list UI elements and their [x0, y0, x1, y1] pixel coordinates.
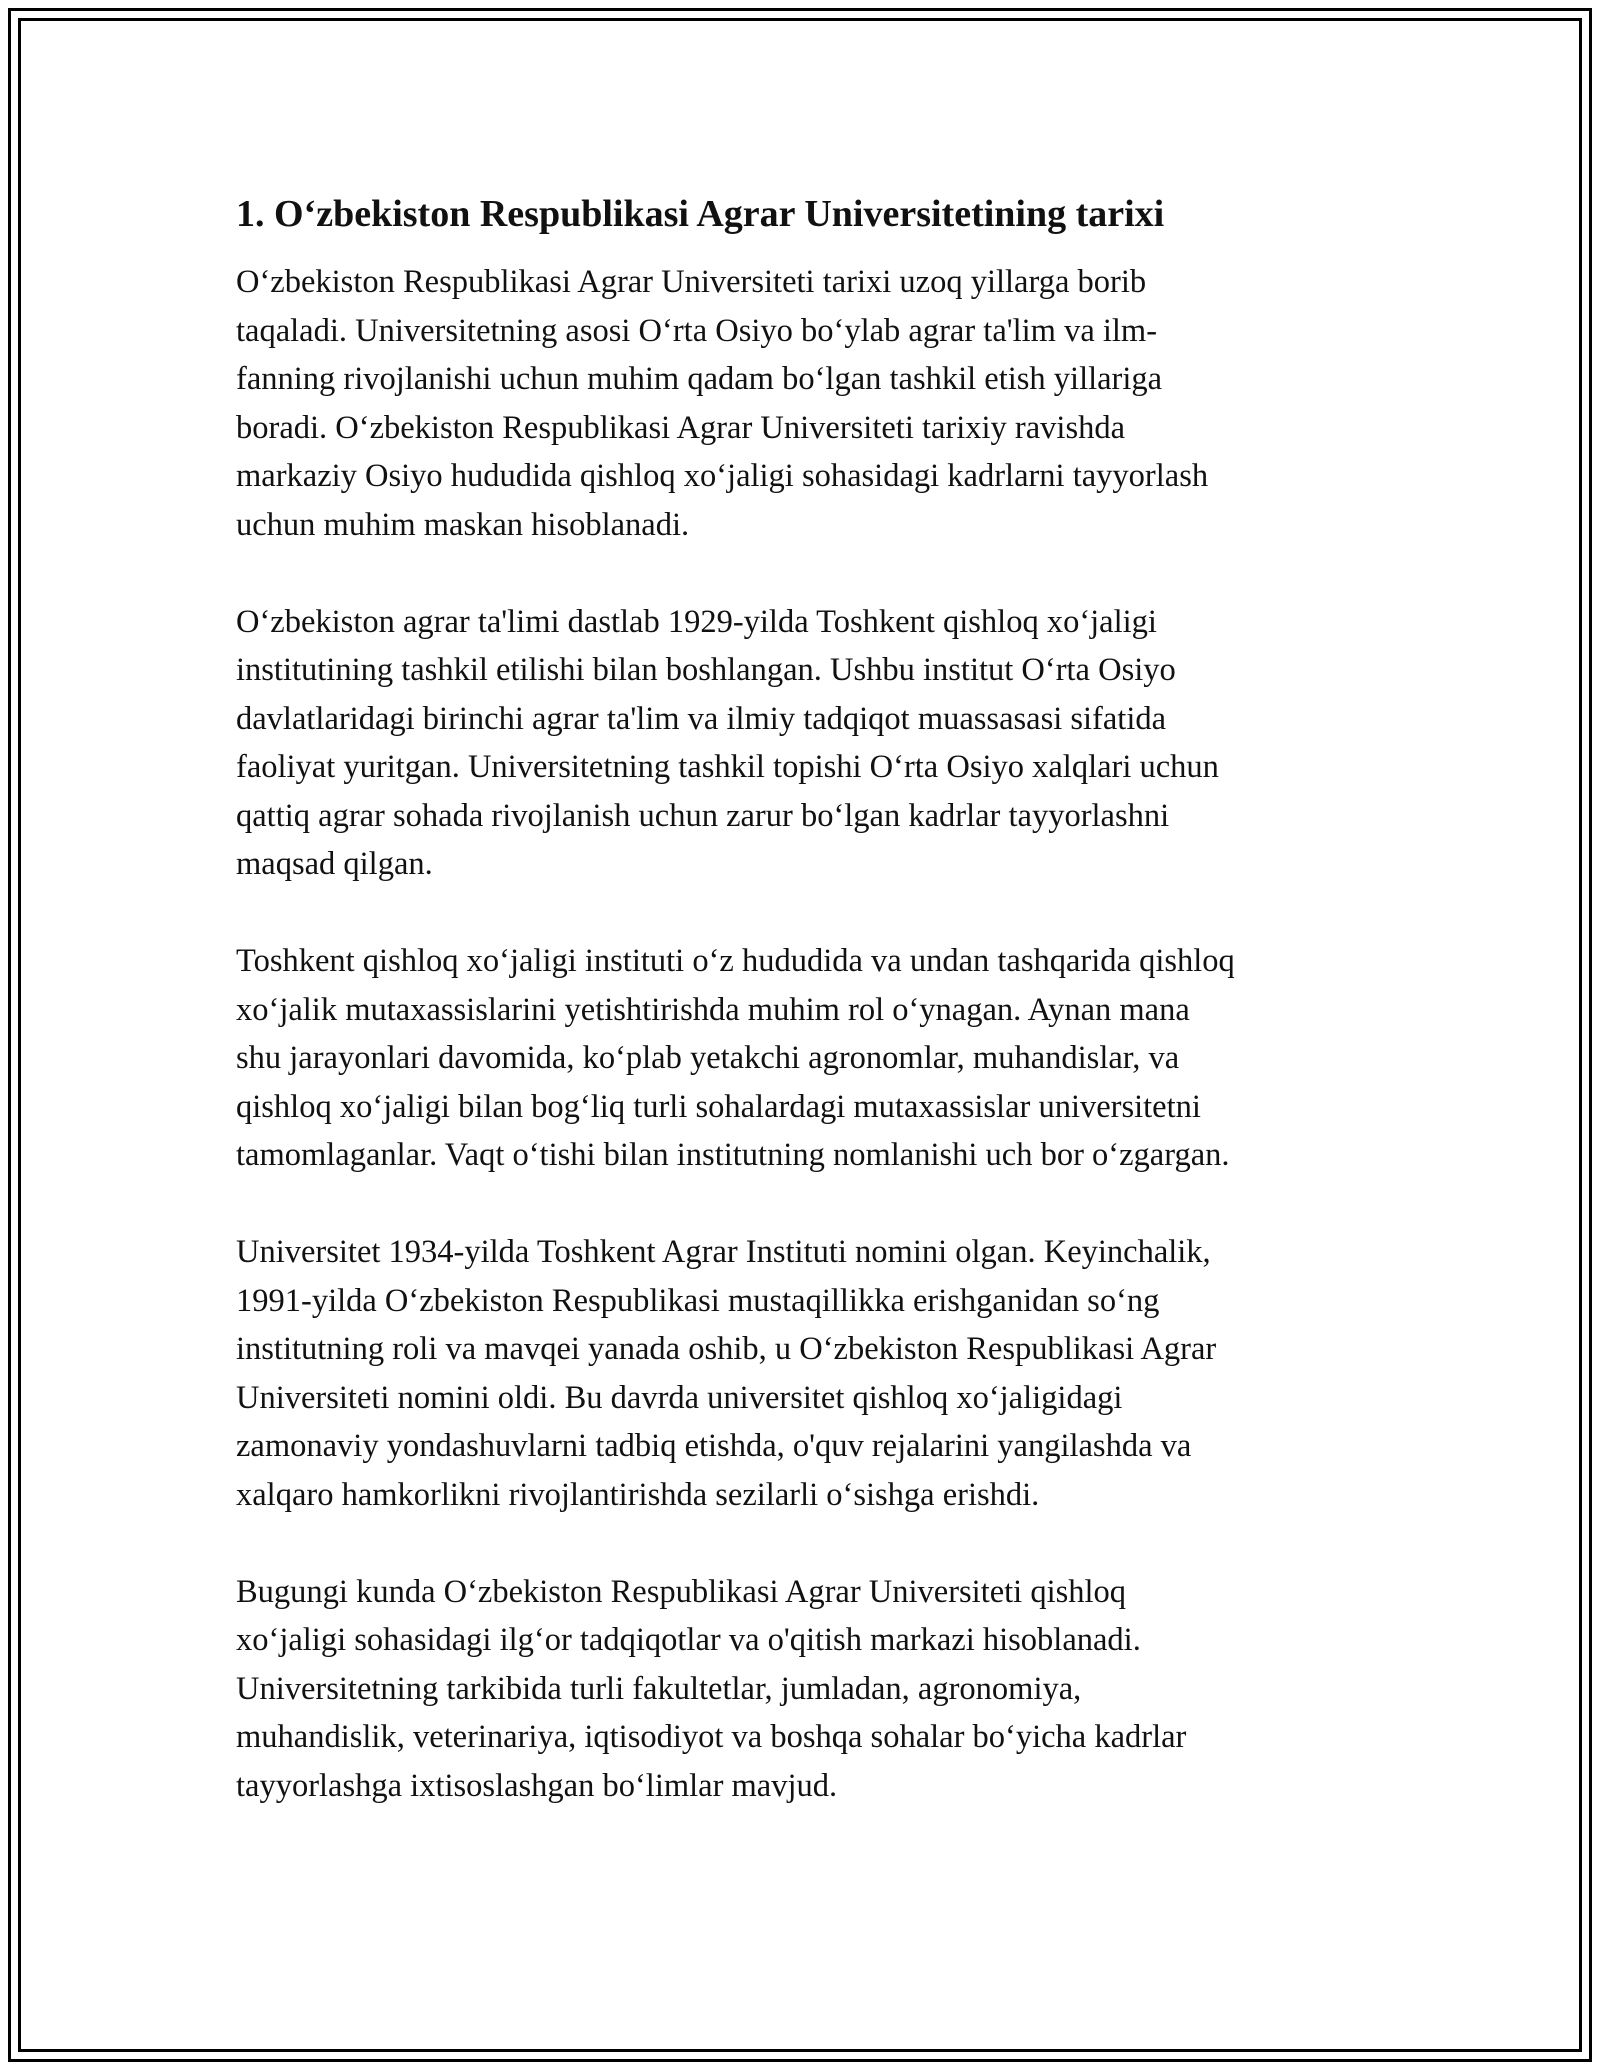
text-line: davlatlaridagi birinchi agrar ta'lim va ilmiy tadqiqot muassasasi sifatida — [236, 700, 1167, 737]
text-line: Toshkent qishloq xo‘jaligi instituti o‘z hududida va undan tashqarida qishloq — [236, 943, 1235, 979]
text-line: uchun muhim maskan hisoblanadi. — [236, 506, 690, 543]
text-line: Universitetning tarkibida turli fakultetlar, jumladan, agronomiya, — [236, 1670, 1082, 1707]
text-line: faoliyat yuritgan. Universitetning tashkil topishi O‘rta Osiyo xalqlari uchun — [236, 749, 1219, 785]
text-line: institutning roli va mavqei yanada oshib, u O‘zbekiston Respublikasi Agrar — [236, 1331, 1217, 1367]
text-line: O‘zbekiston agrar ta'limi dastlab 1929-yilda Toshkent qishloq xo‘jaligi — [236, 603, 1157, 640]
text-line: zamonaviy yondashuvlarni tadbiq etishda, o'quv rejalarini yangilashda va — [236, 1428, 1192, 1464]
paragraph — [236, 1568, 1376, 1811]
paragraph — [236, 937, 1376, 1180]
text-line: taqaladi. Universitetning asosi O‘rta Osiyo bo‘ylab agrar ta'lim va ilm- — [236, 312, 1158, 349]
text-line: xo‘jalik mutaxassislarini yetishtirishda muhim rol o‘ynagan. Aynan mana — [236, 991, 1190, 1028]
text-line: muhandislik, veterinariya, iqtisodiyot va boshqa sohalar bo‘yicha kadrlar — [236, 1719, 1187, 1755]
text-line: qattiq agrar sohada rivojlanish uchun zarur bo‘lgan kadrlar tayyorlashni — [236, 797, 1170, 834]
text-line: xo‘jaligi sohasidagi ilg‘or tadqiqotlar va o'qitish markazi hisoblanadi. — [236, 1622, 1141, 1658]
text-line: markaziy Osiyo hududida qishloq xo‘jaligi sohasidagi kadrlarni tayyorlash — [236, 458, 1209, 494]
paragraph — [236, 1228, 1376, 1519]
text-line: 1991-yilda O‘zbekiston Respublikasi mustaqillikka erishganidan so‘ng — [236, 1282, 1160, 1319]
text-line: Bugungi kunda O‘zbekiston Respublikasi Agrar Universiteti qishloq — [236, 1573, 1127, 1610]
document-heading: 1. O‘zbekiston Respublikasi Agrar Universitetining tarixi — [236, 193, 1165, 235]
text-line: fanning rivojlanishi uchun muhim qadam bo‘lgan tashkil etish yillariga — [236, 361, 1163, 397]
paragraph — [236, 258, 1376, 549]
text-line: qishloq xo‘jaligi bilan bog‘liq turli sohalardagi mutaxassislar universitetni — [236, 1088, 1201, 1125]
text-line: shu jarayonlari davomida, ko‘plab yetakchi agronomlar, muhandislar, va — [236, 1040, 1180, 1076]
text-line: Universiteti nomini oldi. Bu davrda universitet qishloq xo‘jaligidagi — [236, 1379, 1123, 1416]
document-body — [236, 190, 1376, 1859]
text-line: maqsad qilgan. — [236, 846, 433, 882]
text-line: O‘zbekiston Respublikasi Agrar Universiteti tarixi uzoq yillarga borib — [236, 264, 1147, 300]
paragraph — [236, 598, 1376, 889]
paragraph-list — [236, 258, 1376, 1810]
text-line: tayyorlashga ixtisoslashgan bo‘limlar mavjud. — [236, 1767, 838, 1804]
text-line: xalqaro hamkorlikni rivojlantirishda sezilarli o‘sishga erishdi. — [236, 1476, 1040, 1513]
text-line: boradi. O‘zbekiston Respublikasi Agrar Universiteti tarixiy ravishda — [236, 409, 1126, 446]
text-line: tamomlaganlar. Vaqt o‘tishi bilan institutning nomlanishi uch bor o‘zgargan. — [236, 1137, 1230, 1173]
text-line: Universitet 1934-yilda Toshkent Agrar Instituti nomini olgan. Keyinchalik, — [236, 1234, 1211, 1270]
text-line: institutining tashkil etilishi bilan boshlangan. Ushbu institut O‘rta Osiyo — [236, 652, 1176, 688]
